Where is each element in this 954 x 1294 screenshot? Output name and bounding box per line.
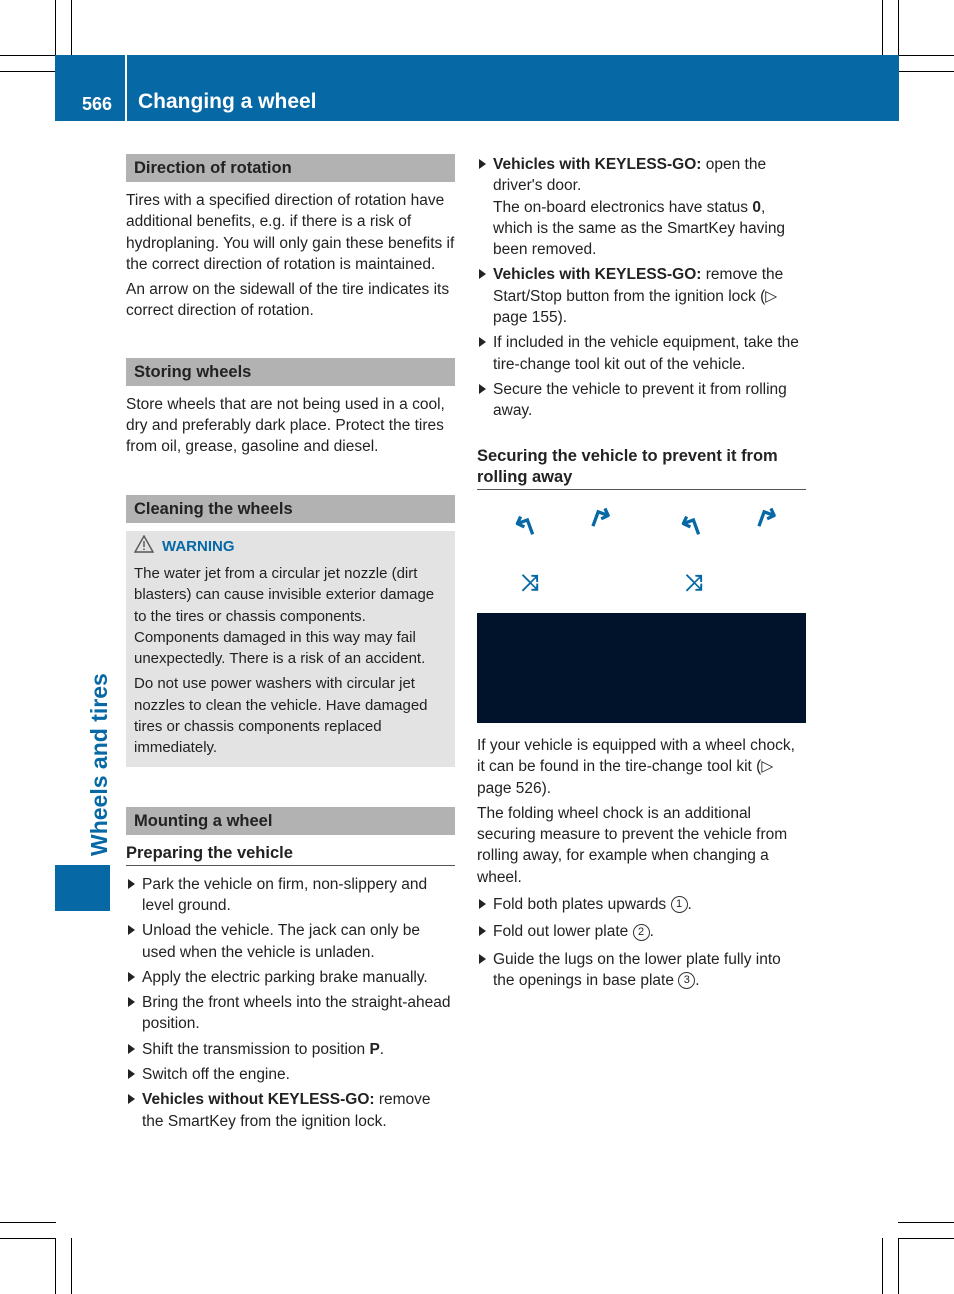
- wheel-chock-illustration: [477, 500, 806, 613]
- list-item: Fold out lower plate 2 .: [477, 921, 806, 942]
- crop-mark: [55, 1238, 56, 1294]
- subsection-heading: Preparing the vehicle: [126, 843, 455, 866]
- bullet-arrow-icon: [479, 269, 486, 279]
- bullet-arrow-icon: [479, 899, 486, 909]
- rotate-arrow-icon: ↱: [584, 499, 618, 538]
- list-item: Switch off the engine.: [126, 1064, 455, 1085]
- bullet-arrow-icon: [128, 879, 135, 889]
- header-divider: [125, 55, 127, 121]
- crop-mark: [71, 0, 72, 56]
- bullet-arrow-icon: [128, 972, 135, 982]
- crop-mark: [882, 0, 883, 56]
- crop-mark: [71, 1238, 72, 1294]
- crop-mark: [0, 1238, 56, 1239]
- section-heading: Direction of rotation: [126, 154, 455, 182]
- list-item: Guide the lugs on the lower plate fully into the openings in base plate 3 .: [477, 949, 806, 992]
- side-tab-marker: [55, 865, 110, 911]
- paragraph: If your vehicle is equipped with a wheel chock, it can be found in the tire-change tool kit (▷ page 526).: [477, 737, 795, 797]
- paragraph: Store wheels that are not being used in a cool, dry and preferably dark place. Protect the tires from oil, grease, gasoline and diesel.: [126, 395, 445, 456]
- bullet-arrow-icon: [128, 925, 135, 935]
- warning-triangle-icon: [134, 535, 154, 559]
- bullet-arrow-icon: [128, 997, 135, 1007]
- section-heading: Cleaning the wheels: [126, 495, 455, 523]
- warning-title: [134, 535, 447, 559]
- paragraph: The folding wheel chock is an additional securing measure to prevent the vehicle from rolling away, for example when changing a wheel.: [477, 804, 788, 886]
- paragraph: An arrow on the sidewall of the tire indicates its correct direction of rotation.: [126, 281, 450, 320]
- list-item: Vehicles without KEYLESS-GO: remove the SmartKey from the ignition lock.: [126, 1089, 455, 1132]
- list-item: Secure the vehicle to prevent it from rolling away.: [477, 379, 806, 422]
- right-column: [477, 154, 806, 498]
- list-item: If included in the vehicle equipment, take the tire-change tool kit out of the vehicle.: [477, 332, 806, 375]
- crop-mark: [898, 71, 954, 72]
- crop-mark: [882, 1238, 883, 1294]
- crop-mark: [898, 1238, 899, 1294]
- rotate-arrow-icon: ↱: [750, 499, 784, 538]
- bullet-arrow-icon: [479, 159, 486, 169]
- list-item: Bring the front wheels into the straight-ahead position.: [126, 992, 455, 1035]
- crop-mark: [0, 71, 56, 72]
- crop-mark: [898, 55, 954, 56]
- list-item: Unload the vehicle. The jack can only be used when the vehicle is unladen.: [126, 920, 455, 963]
- bullet-arrow-icon: [128, 1069, 135, 1079]
- crop-mark: [898, 1238, 954, 1239]
- warning-label: WARNING: [162, 538, 235, 556]
- warning-text: The water jet from a circular jet nozzle (dirt blasters) can cause invisible exterior damage to the tires or chassis components. Components damaged in this way may fail unexpectedly. There is a risk of an accident.: [134, 564, 435, 668]
- list-item: Shift the transmission to position P.: [126, 1039, 455, 1060]
- warning-box: [126, 531, 455, 767]
- crop-mark: [0, 1222, 56, 1223]
- warning-text: Do not use power washers with circular jet nozzles to clean the vehicle. Have damaged tires or chassis components replaced immediately.: [134, 675, 428, 757]
- list-item: Vehicles with KEYLESS-GO: open the driver's door. The on-board electronics have status 0, which is the same as the SmartKey having been removed.: [477, 154, 806, 260]
- bullet-arrow-icon: [479, 954, 486, 964]
- side-tab-label: Wheels and tires: [86, 673, 112, 856]
- unfold-arrow-icon: ⤨: [521, 570, 539, 595]
- bullet-arrow-icon: [128, 1044, 135, 1054]
- list-item: Park the vehicle on firm, non-slippery and level ground.: [126, 874, 455, 917]
- unfold-arrow-icon: ⤨: [685, 570, 703, 595]
- bullet-arrow-icon: [479, 337, 486, 347]
- callout-number: 3: [678, 972, 695, 989]
- section-heading: Storing wheels: [126, 358, 455, 386]
- crop-mark: [0, 55, 56, 56]
- chapter-title: Changing a wheel: [138, 90, 317, 113]
- page-number: 566: [82, 94, 113, 114]
- left-column: [126, 154, 455, 1136]
- crop-mark: [898, 0, 899, 56]
- section-heading: Mounting a wheel: [126, 807, 455, 835]
- page-header: [55, 55, 899, 121]
- list-item: Apply the electric parking brake manually.: [126, 967, 455, 988]
- bullet-arrow-icon: [479, 926, 486, 936]
- rotate-arrow-icon: ↰: [674, 507, 708, 546]
- paragraph: Tires with a specified direction of rotation have additional benefits, e.g. if there is a risk of hydroplaning. You will only gain these benefits if the correct direction of rotation is maintained.: [126, 192, 455, 273]
- list-item: Vehicles with KEYLESS-GO: remove the Start/Stop button from the ignition lock (▷ page 155).: [477, 264, 806, 328]
- callout-number: 1: [671, 896, 688, 913]
- illustration-dark-panel: [477, 613, 806, 723]
- right-column-lower: [477, 735, 806, 995]
- subsection-heading: Securing the vehicle to prevent it from rolling away: [477, 446, 806, 490]
- callout-number: 2: [633, 924, 650, 941]
- list-item: Fold both plates upwards 1 .: [477, 894, 806, 915]
- bullet-arrow-icon: [479, 384, 486, 394]
- rotate-arrow-icon: ↰: [508, 507, 542, 546]
- crop-mark: [898, 1222, 954, 1223]
- bullet-arrow-icon: [128, 1094, 135, 1104]
- crop-mark: [55, 0, 56, 56]
